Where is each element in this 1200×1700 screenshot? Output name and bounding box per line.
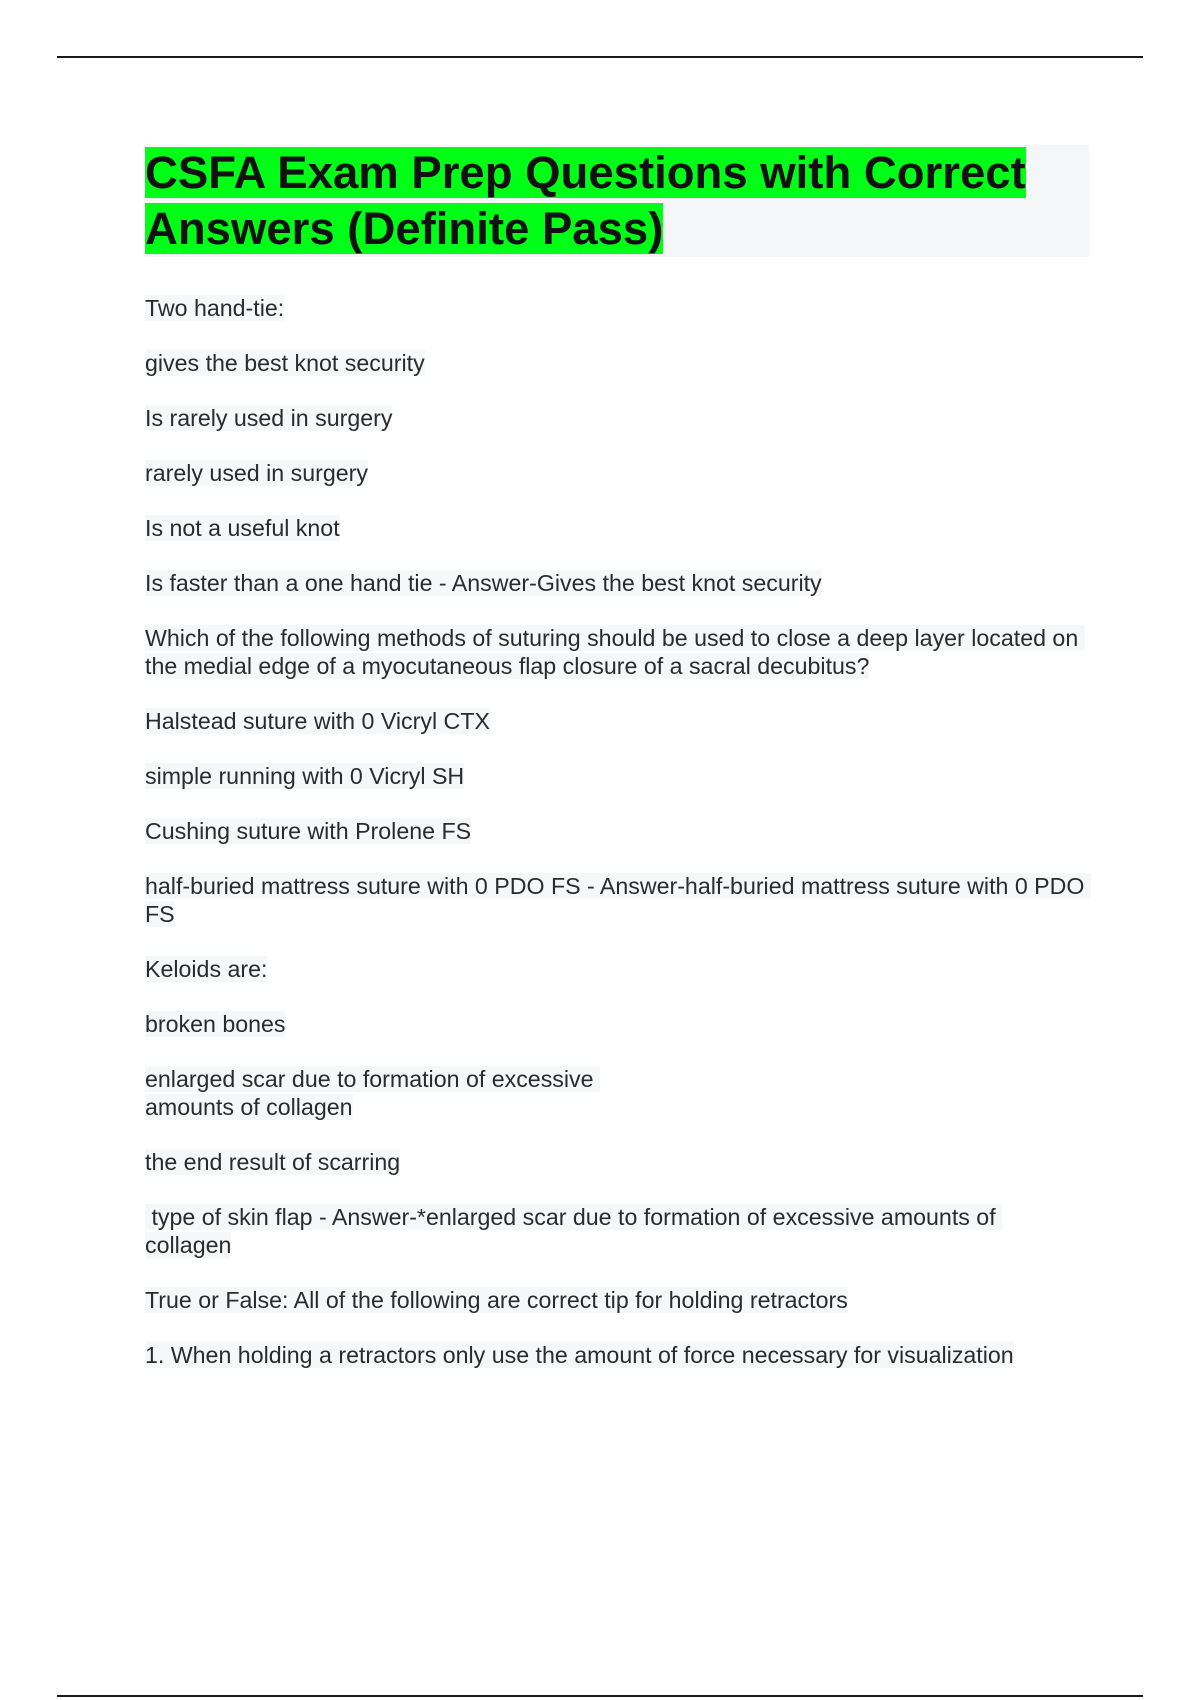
paragraph-text: Is not a useful knot	[145, 515, 340, 541]
title-line-2: Answers (Definite Pass)	[145, 203, 664, 254]
paragraph	[145, 404, 1095, 432]
paragraph-text: Is rarely used in surgery	[145, 405, 393, 431]
paragraph-text: type of skin flap - Answer-*enlarged scar due to formation of excessive amounts of collagen	[145, 1204, 1003, 1258]
paragraph	[145, 955, 1095, 983]
paragraph	[145, 817, 1095, 845]
paragraph	[145, 569, 1095, 597]
paragraph	[145, 872, 1095, 928]
paragraph	[145, 459, 1095, 487]
paragraph-text: broken bones	[145, 1011, 286, 1037]
paragraph	[145, 707, 1095, 735]
paragraph	[145, 1341, 1095, 1369]
paragraph	[145, 1203, 1065, 1259]
paragraph	[145, 514, 1095, 542]
paragraph	[145, 294, 1095, 322]
paragraph	[145, 1286, 1095, 1314]
paragraph-text: Two hand-tie:	[145, 295, 285, 321]
paragraph-text: gives the best knot security	[145, 350, 425, 376]
paragraph	[145, 1010, 1095, 1038]
paragraph	[145, 1148, 1095, 1176]
paragraph-text: half-buried mattress suture with 0 PDO FS - Answer-half-buried mattress suture with 0 PDO FS	[145, 873, 1091, 927]
bottom-divider	[57, 1695, 1143, 1697]
paragraph-text: Halstead suture with 0 Vicryl CTX	[145, 708, 490, 734]
title-line-1: CSFA Exam Prep Questions with Correct	[145, 147, 1026, 198]
paragraph	[145, 1065, 625, 1121]
paragraph	[145, 624, 1095, 680]
document-title	[145, 145, 1089, 257]
paragraph-text: Keloids are:	[145, 956, 268, 982]
paragraph-text: 1. When holding a retractors only use the amount of force necessary for visualization	[145, 1342, 1014, 1368]
paragraph-text: the end result of scarring	[145, 1149, 401, 1175]
paragraph-text: enlarged scar due to formation of excessive amounts of collagen	[145, 1066, 600, 1120]
paragraph	[145, 349, 1095, 377]
paragraph-text: Is faster than a one hand tie - Answer-Gives the best knot security	[145, 570, 822, 596]
paragraph	[145, 762, 1095, 790]
title-block	[145, 145, 1089, 257]
top-divider	[57, 56, 1143, 58]
paragraph-text: True or False: All of the following are correct tip for holding retractors	[145, 1287, 848, 1313]
paragraph-text: rarely used in surgery	[145, 460, 368, 486]
paragraph-text: Cushing suture with Prolene FS	[145, 818, 472, 844]
document-body	[145, 294, 1095, 1396]
paragraph-text: Which of the following methods of suturing should be used to close a deep layer located on the medial edge of a myocutaneous flap closure of a sacral decubitus?	[145, 625, 1085, 679]
paragraph-text: simple running with 0 Vicryl SH	[145, 763, 465, 789]
